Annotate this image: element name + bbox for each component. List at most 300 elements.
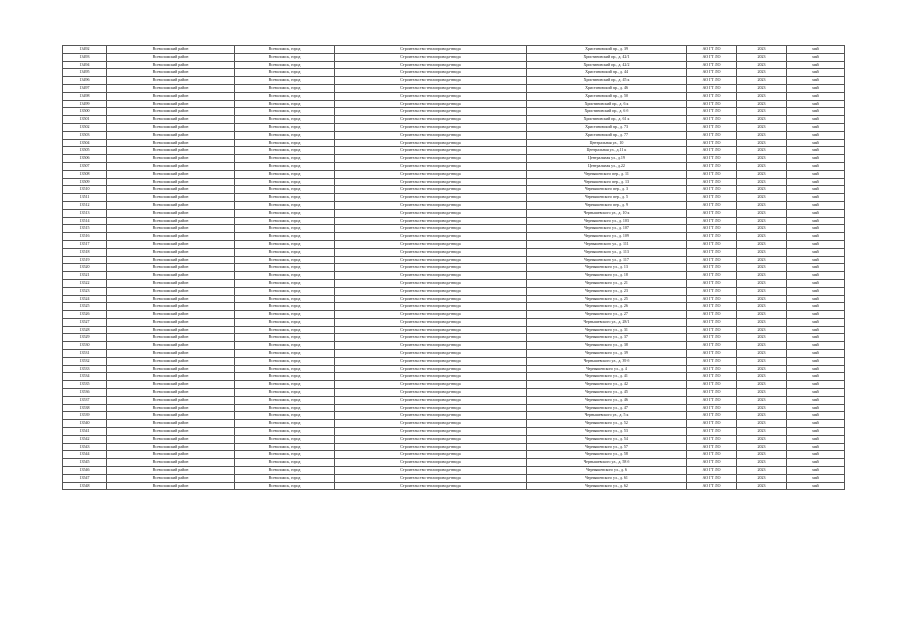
cell-org: АО ГТ ЛО <box>687 46 737 54</box>
cell-year: 2023 <box>737 256 787 264</box>
cell-district: Всеволожский район <box>107 46 235 54</box>
cell-month: май <box>787 147 845 155</box>
cell-address: Чернышевского ул., д. 39 <box>527 350 687 358</box>
cell-district: Всеволожский район <box>107 311 235 319</box>
cell-district: Всеволожский район <box>107 365 235 373</box>
cell-year: 2023 <box>737 451 787 459</box>
cell-district: Всеволожский район <box>107 225 235 233</box>
cell-id: 13531 <box>63 350 107 358</box>
cell-month: май <box>787 357 845 365</box>
cell-id: 13544 <box>63 451 107 459</box>
cell-work: Строительство теплопровода-ввода <box>335 201 527 209</box>
cell-month: май <box>787 389 845 397</box>
cell-work: Строительство теплопровода-ввода <box>335 482 527 490</box>
table-body <box>63 46 845 490</box>
cell-work: Строительство теплопровода-ввода <box>335 170 527 178</box>
cell-work: Строительство теплопровода-ввода <box>335 357 527 365</box>
cell-org: АО ГТ ЛО <box>687 420 737 428</box>
cell-district: Всеволожский район <box>107 139 235 147</box>
cell-settlement: Всеволожск, город <box>235 46 335 54</box>
cell-district: Всеволожский район <box>107 287 235 295</box>
cell-year: 2023 <box>737 77 787 85</box>
cell-year: 2023 <box>737 100 787 108</box>
cell-address: Чернышевского ул., д. 23 <box>527 287 687 295</box>
cell-id: 13493 <box>63 53 107 61</box>
cell-district: Всеволожский район <box>107 155 235 163</box>
cell-settlement: Всеволожск, город <box>235 100 335 108</box>
cell-settlement: Всеволожск, город <box>235 396 335 404</box>
cell-year: 2023 <box>737 233 787 241</box>
cell-id: 13537 <box>63 396 107 404</box>
cell-org: АО ГТ ЛО <box>687 178 737 186</box>
cell-org: АО ГТ ЛО <box>687 92 737 100</box>
cell-district: Всеволожский район <box>107 69 235 77</box>
cell-district: Всеволожский район <box>107 334 235 342</box>
cell-year: 2023 <box>737 209 787 217</box>
table-row <box>63 116 845 124</box>
cell-id: 13530 <box>63 342 107 350</box>
cell-work: Строительство теплопровода-ввода <box>335 233 527 241</box>
cell-settlement: Всеволожск, город <box>235 209 335 217</box>
cell-id: 13508 <box>63 170 107 178</box>
cell-district: Всеволожский район <box>107 77 235 85</box>
cell-settlement: Всеволожск, город <box>235 318 335 326</box>
cell-month: май <box>787 240 845 248</box>
table-row <box>63 264 845 272</box>
cell-year: 2023 <box>737 420 787 428</box>
cell-address: Чернышевского ул., д. 37 <box>527 334 687 342</box>
cell-address: Чернышевского ул., д. 26 <box>527 303 687 311</box>
table-row <box>63 334 845 342</box>
cell-settlement: Всеволожск, город <box>235 186 335 194</box>
cell-org: АО ГТ ЛО <box>687 84 737 92</box>
cell-address: Чернышевского ул., д. 21 <box>527 279 687 287</box>
cell-month: май <box>787 365 845 373</box>
cell-org: АО ГТ ЛО <box>687 233 737 241</box>
table-row <box>63 77 845 85</box>
cell-work: Строительство теплопровода-ввода <box>335 123 527 131</box>
cell-work: Строительство теплопровода-ввода <box>335 381 527 389</box>
cell-month: май <box>787 233 845 241</box>
cell-district: Всеволожский район <box>107 350 235 358</box>
table-row <box>63 350 845 358</box>
cell-month: май <box>787 61 845 69</box>
cell-org: АО ГТ ЛО <box>687 170 737 178</box>
cell-year: 2023 <box>737 178 787 186</box>
cell-org: АО ГТ ЛО <box>687 365 737 373</box>
table-row <box>63 186 845 194</box>
cell-settlement: Всеволожск, город <box>235 84 335 92</box>
cell-id: 13499 <box>63 100 107 108</box>
cell-org: АО ГТ ЛО <box>687 318 737 326</box>
cell-district: Всеволожский район <box>107 217 235 225</box>
cell-month: май <box>787 131 845 139</box>
cell-org: АО ГТ ЛО <box>687 53 737 61</box>
cell-district: Всеволожский район <box>107 357 235 365</box>
cell-work: Строительство теплопровода-ввода <box>335 467 527 475</box>
cell-work: Строительство теплопровода-ввода <box>335 69 527 77</box>
cell-address: Чернышевского ул., д. 41 <box>527 373 687 381</box>
table-row <box>63 420 845 428</box>
table-row <box>63 396 845 404</box>
cell-month: май <box>787 186 845 194</box>
cell-district: Всеволожский район <box>107 131 235 139</box>
table-row <box>63 194 845 202</box>
cell-month: май <box>787 194 845 202</box>
cell-id: 13517 <box>63 240 107 248</box>
cell-district: Всеволожский район <box>107 53 235 61</box>
cell-year: 2023 <box>737 108 787 116</box>
cell-settlement: Всеволожск, город <box>235 69 335 77</box>
cell-id: 13510 <box>63 186 107 194</box>
cell-settlement: Всеволожск, город <box>235 147 335 155</box>
cell-id: 13529 <box>63 334 107 342</box>
cell-org: АО ГТ ЛО <box>687 404 737 412</box>
cell-year: 2023 <box>737 396 787 404</box>
cell-id: 13523 <box>63 287 107 295</box>
cell-month: май <box>787 209 845 217</box>
cell-district: Всеволожский район <box>107 381 235 389</box>
cell-org: АО ГТ ЛО <box>687 186 737 194</box>
cell-settlement: Всеволожск, город <box>235 131 335 139</box>
cell-address: Чернышевского ул., д. 107 <box>527 225 687 233</box>
cell-year: 2023 <box>737 194 787 202</box>
cell-id: 13547 <box>63 474 107 482</box>
cell-district: Всеволожский район <box>107 248 235 256</box>
cell-org: АО ГТ ЛО <box>687 162 737 170</box>
cell-settlement: Всеволожск, город <box>235 155 335 163</box>
cell-settlement: Всеволожск, город <box>235 451 335 459</box>
cell-id: 13538 <box>63 404 107 412</box>
cell-year: 2023 <box>737 139 787 147</box>
cell-month: май <box>787 53 845 61</box>
cell-id: 13542 <box>63 435 107 443</box>
cell-id: 13536 <box>63 389 107 397</box>
cell-year: 2023 <box>737 350 787 358</box>
cell-district: Всеволожский район <box>107 474 235 482</box>
cell-org: АО ГТ ЛО <box>687 412 737 420</box>
cell-year: 2023 <box>737 46 787 54</box>
cell-address: Чернышевского ул., д. 27 <box>527 311 687 319</box>
cell-district: Всеволожский район <box>107 279 235 287</box>
cell-org: АО ГТ ЛО <box>687 443 737 451</box>
cell-settlement: Всеволожск, город <box>235 373 335 381</box>
cell-org: АО ГТ ЛО <box>687 326 737 334</box>
cell-id: 13502 <box>63 123 107 131</box>
cell-settlement: Всеволожск, город <box>235 201 335 209</box>
cell-year: 2023 <box>737 123 787 131</box>
cell-work: Строительство теплопровода-ввода <box>335 155 527 163</box>
cell-org: АО ГТ ЛО <box>687 357 737 365</box>
cell-district: Всеволожский район <box>107 420 235 428</box>
cell-id: 13516 <box>63 233 107 241</box>
table-row <box>63 435 845 443</box>
cell-id: 13492 <box>63 46 107 54</box>
cell-org: АО ГТ ЛО <box>687 279 737 287</box>
table-row <box>63 100 845 108</box>
cell-district: Всеволожский район <box>107 443 235 451</box>
cell-work: Строительство теплопровода-ввода <box>335 334 527 342</box>
cell-address: Христиновский пр., д. 39 <box>527 46 687 54</box>
cell-address: Чернышевского ул., д. 109 <box>527 233 687 241</box>
cell-district: Всеволожский район <box>107 147 235 155</box>
cell-district: Всеволожский район <box>107 256 235 264</box>
cell-year: 2023 <box>737 186 787 194</box>
cell-month: май <box>787 100 845 108</box>
cell-settlement: Всеволожск, город <box>235 295 335 303</box>
table-row <box>63 474 845 482</box>
cell-org: АО ГТ ЛО <box>687 77 737 85</box>
cell-year: 2023 <box>737 295 787 303</box>
cell-settlement: Всеволожск, город <box>235 77 335 85</box>
cell-work: Строительство теплопровода-ввода <box>335 100 527 108</box>
cell-work: Строительство теплопровода-ввода <box>335 451 527 459</box>
cell-org: АО ГТ ЛО <box>687 334 737 342</box>
cell-district: Всеволожский район <box>107 186 235 194</box>
cell-address: Чернышевского пер., д. 11 <box>527 170 687 178</box>
cell-id: 13524 <box>63 295 107 303</box>
table-row <box>63 256 845 264</box>
table-row <box>63 61 845 69</box>
table-row <box>63 326 845 334</box>
cell-org: АО ГТ ЛО <box>687 272 737 280</box>
cell-org: АО ГТ ЛО <box>687 474 737 482</box>
cell-month: май <box>787 170 845 178</box>
cell-settlement: Всеволожск, город <box>235 412 335 420</box>
cell-year: 2023 <box>737 334 787 342</box>
cell-year: 2023 <box>737 155 787 163</box>
cell-id: 13509 <box>63 178 107 186</box>
cell-address: Чернышевского ул., д. 57 <box>527 443 687 451</box>
cell-work: Строительство теплопровода-ввода <box>335 186 527 194</box>
cell-org: АО ГТ ЛО <box>687 147 737 155</box>
cell-work: Строительство теплопровода-ввода <box>335 209 527 217</box>
cell-month: май <box>787 443 845 451</box>
table-row <box>63 201 845 209</box>
cell-district: Всеволожский район <box>107 116 235 124</box>
table-row <box>63 225 845 233</box>
cell-id: 13540 <box>63 420 107 428</box>
cell-month: май <box>787 77 845 85</box>
cell-district: Всеволожский район <box>107 194 235 202</box>
cell-id: 13513 <box>63 209 107 217</box>
table-row <box>63 123 845 131</box>
cell-work: Строительство теплопровода-ввода <box>335 459 527 467</box>
cell-work: Строительство теплопровода-ввода <box>335 162 527 170</box>
cell-settlement: Всеволожск, город <box>235 178 335 186</box>
table-row <box>63 139 845 147</box>
cell-address: Христиновский пр., д. 61 к <box>527 116 687 124</box>
cell-work: Строительство теплопровода-ввода <box>335 46 527 54</box>
cell-id: 13535 <box>63 381 107 389</box>
cell-org: АО ГТ ЛО <box>687 194 737 202</box>
cell-month: май <box>787 381 845 389</box>
cell-work: Строительство теплопровода-ввода <box>335 139 527 147</box>
cell-org: АО ГТ ЛО <box>687 303 737 311</box>
cell-work: Строительство теплопровода-ввода <box>335 373 527 381</box>
cell-id: 13521 <box>63 272 107 280</box>
cell-settlement: Всеволожск, город <box>235 217 335 225</box>
cell-address: Чернышевского ул., д. 62 <box>527 482 687 490</box>
table-row <box>63 178 845 186</box>
cell-id: 13548 <box>63 482 107 490</box>
cell-address: Христиновский пр., д. 44 <box>527 69 687 77</box>
cell-district: Всеволожский район <box>107 272 235 280</box>
cell-district: Всеволожский район <box>107 108 235 116</box>
cell-settlement: Всеволожск, город <box>235 311 335 319</box>
table-row <box>63 108 845 116</box>
cell-district: Всеволожский район <box>107 467 235 475</box>
cell-settlement: Всеволожск, город <box>235 53 335 61</box>
cell-work: Строительство теплопровода-ввода <box>335 240 527 248</box>
cell-district: Всеволожский район <box>107 326 235 334</box>
document-table <box>62 45 845 490</box>
cell-year: 2023 <box>737 225 787 233</box>
cell-address: Чернышевского ул., д. 31 <box>527 326 687 334</box>
cell-address: Чернышевского пер., д. 9 <box>527 201 687 209</box>
cell-id: 13520 <box>63 264 107 272</box>
cell-id: 13504 <box>63 139 107 147</box>
cell-address: Чернышевского ул., д. 45 <box>527 389 687 397</box>
cell-address: Христиновский пр., д. 50 <box>527 92 687 100</box>
cell-id: 13532 <box>63 357 107 365</box>
cell-district: Всеволожский район <box>107 233 235 241</box>
cell-settlement: Всеволожск, город <box>235 225 335 233</box>
table-row <box>63 233 845 241</box>
cell-id: 13543 <box>63 443 107 451</box>
cell-district: Всеволожский район <box>107 318 235 326</box>
cell-month: май <box>787 225 845 233</box>
cell-address: Чернышевского ул., д. 4 <box>527 365 687 373</box>
cell-month: май <box>787 272 845 280</box>
table-row <box>63 240 845 248</box>
cell-settlement: Всеволожск, город <box>235 279 335 287</box>
cell-org: АО ГТ ЛО <box>687 295 737 303</box>
cell-id: 13525 <box>63 303 107 311</box>
cell-work: Строительство теплопровода-ввода <box>335 404 527 412</box>
cell-year: 2023 <box>737 217 787 225</box>
cell-year: 2023 <box>737 287 787 295</box>
cell-address: Чернышевского ул., д. 18 <box>527 272 687 280</box>
cell-work: Строительство теплопровода-ввода <box>335 287 527 295</box>
table-row <box>63 279 845 287</box>
cell-month: май <box>787 459 845 467</box>
cell-district: Всеволожский район <box>107 373 235 381</box>
cell-work: Строительство теплопровода-ввода <box>335 248 527 256</box>
cell-work: Строительство теплопровода-ввода <box>335 428 527 436</box>
cell-settlement: Всеволожск, город <box>235 61 335 69</box>
cell-address: Чернышевского пер., д. 3 <box>527 186 687 194</box>
cell-settlement: Всеволожск, город <box>235 92 335 100</box>
cell-work: Строительство теплопровода-ввода <box>335 84 527 92</box>
cell-org: АО ГТ ЛО <box>687 264 737 272</box>
cell-work: Строительство теплопровода-ввода <box>335 77 527 85</box>
cell-org: АО ГТ ЛО <box>687 69 737 77</box>
cell-year: 2023 <box>737 279 787 287</box>
cell-year: 2023 <box>737 201 787 209</box>
cell-year: 2023 <box>737 474 787 482</box>
cell-work: Строительство теплопровода-ввода <box>335 389 527 397</box>
cell-address: Чернышевского ул., д. 111 <box>527 240 687 248</box>
cell-year: 2023 <box>737 412 787 420</box>
cell-month: май <box>787 256 845 264</box>
cell-month: май <box>787 108 845 116</box>
cell-month: май <box>787 69 845 77</box>
cell-district: Всеволожский район <box>107 303 235 311</box>
cell-settlement: Всеволожск, город <box>235 350 335 358</box>
cell-month: май <box>787 123 845 131</box>
cell-org: АО ГТ ЛО <box>687 209 737 217</box>
cell-year: 2023 <box>737 459 787 467</box>
cell-month: май <box>787 350 845 358</box>
cell-year: 2023 <box>737 342 787 350</box>
cell-address: Христиновский пр., д. 6 к <box>527 100 687 108</box>
cell-year: 2023 <box>737 116 787 124</box>
cell-work: Строительство теплопровода-ввода <box>335 272 527 280</box>
cell-id: 13515 <box>63 225 107 233</box>
table-row <box>63 155 845 163</box>
cell-org: АО ГТ ЛО <box>687 311 737 319</box>
table-row <box>63 318 845 326</box>
cell-address: Центральная ул., д.11 к <box>527 147 687 155</box>
cell-month: май <box>787 116 845 124</box>
cell-id: 13497 <box>63 84 107 92</box>
cell-settlement: Всеволожск, город <box>235 381 335 389</box>
table-row <box>63 147 845 155</box>
cell-work: Строительство теплопровода-ввода <box>335 264 527 272</box>
cell-settlement: Всеволожск, город <box>235 116 335 124</box>
cell-month: май <box>787 201 845 209</box>
table-row <box>63 295 845 303</box>
cell-month: май <box>787 217 845 225</box>
cell-month: май <box>787 92 845 100</box>
cell-district: Всеволожский район <box>107 92 235 100</box>
cell-org: АО ГТ ЛО <box>687 240 737 248</box>
cell-address: Чернышевского ул., д. 13 <box>527 264 687 272</box>
table-row <box>63 381 845 389</box>
table-row <box>63 131 845 139</box>
cell-month: май <box>787 396 845 404</box>
cell-id: 13506 <box>63 155 107 163</box>
cell-settlement: Всеволожск, город <box>235 443 335 451</box>
cell-settlement: Всеволожск, город <box>235 467 335 475</box>
cell-year: 2023 <box>737 53 787 61</box>
cell-id: 13500 <box>63 108 107 116</box>
cell-org: АО ГТ ЛО <box>687 100 737 108</box>
cell-year: 2023 <box>737 147 787 155</box>
cell-id: 13539 <box>63 412 107 420</box>
table-row <box>63 84 845 92</box>
cell-id: 13519 <box>63 256 107 264</box>
cell-district: Всеволожский район <box>107 435 235 443</box>
cell-org: АО ГТ ЛО <box>687 342 737 350</box>
cell-settlement: Всеволожск, город <box>235 139 335 147</box>
cell-year: 2023 <box>737 84 787 92</box>
table-row <box>63 412 845 420</box>
cell-work: Строительство теплопровода-ввода <box>335 256 527 264</box>
cell-work: Строительство теплопровода-ввода <box>335 178 527 186</box>
cell-org: АО ГТ ЛО <box>687 350 737 358</box>
cell-district: Всеволожский район <box>107 123 235 131</box>
cell-address: Христиновский пр., д. 6 б <box>527 108 687 116</box>
cell-settlement: Всеволожск, город <box>235 428 335 436</box>
cell-address: Чернышевского ул., д. 58 <box>527 451 687 459</box>
cell-district: Всеволожский район <box>107 264 235 272</box>
cell-year: 2023 <box>737 240 787 248</box>
cell-settlement: Всеволожск, город <box>235 326 335 334</box>
table-row <box>63 46 845 54</box>
cell-year: 2023 <box>737 435 787 443</box>
